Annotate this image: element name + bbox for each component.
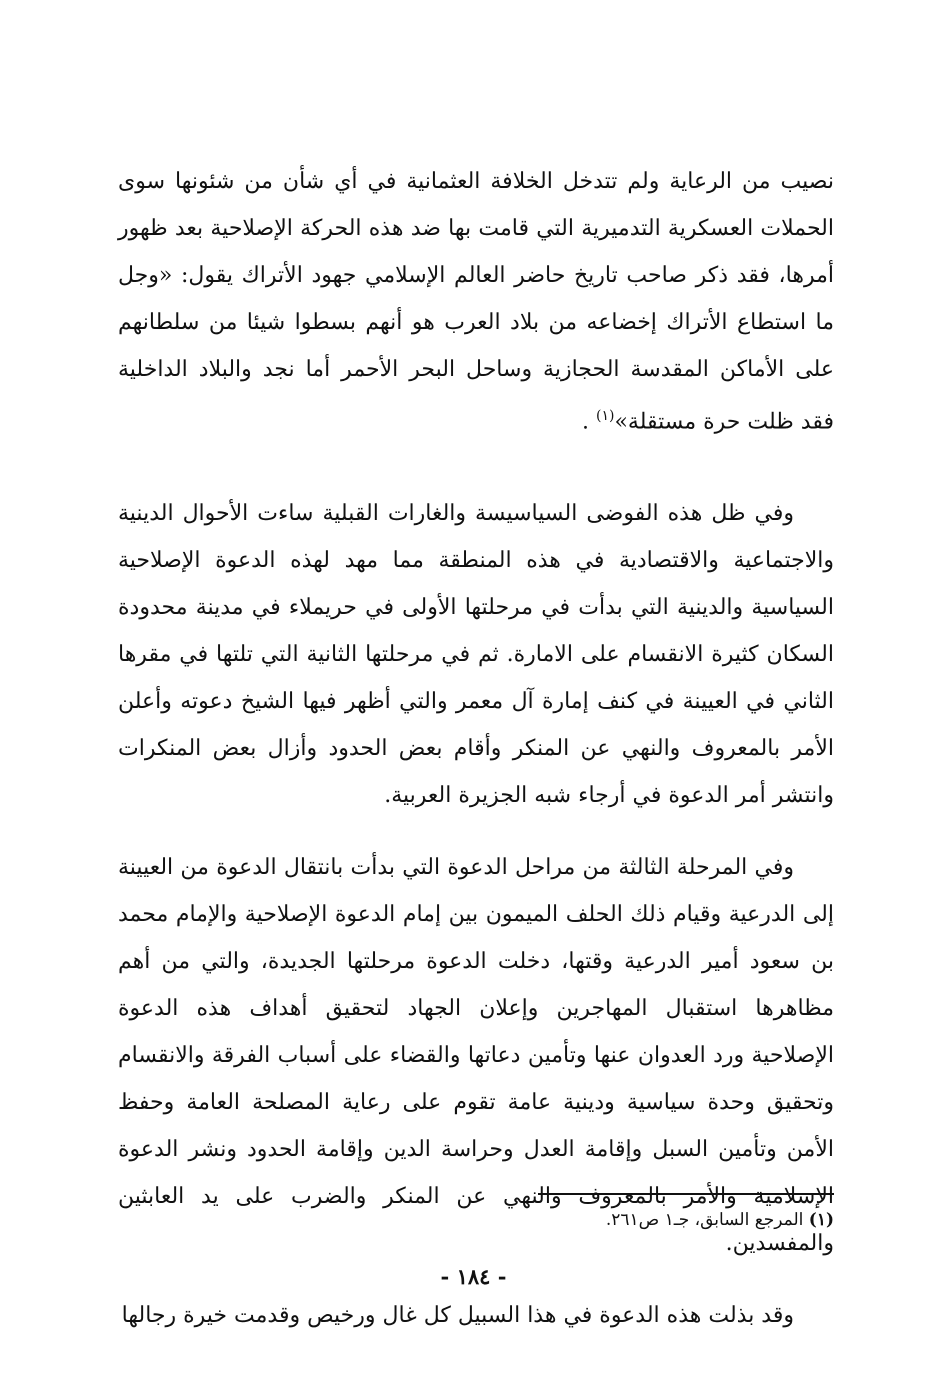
- paragraph-1-end: .: [581, 409, 589, 435]
- footnote-separator: [538, 1193, 834, 1195]
- footnote-text: المرجع السابق، جـ١ ص٢٦١.: [605, 1210, 804, 1230]
- footnote-marker: (١): [808, 1210, 834, 1230]
- paragraph-1-text: نصيب من الرعاية ولم تتدخل الخلافة العثمانية في أي شأن من شئونها سوى الحملات العسكرية التدميرية التي قامت بها ضد هذه الحركة الإصلاحية بعد ظهور أمرها، فقد ذكر صاحب تاريخ حاضر العالم الإسلامي جهود الأتراك يقول: «وجل ما استطاع الأتراك إخضاعه من بلاد العرب هو أنهم بسطوا شيئا من سلطانهم على الأماكن المقدسة الحجازية وساحل البحر الأحمر أما نجد والبلاد الداخلية فقد ظلت حرة مستقلة»: [118, 169, 834, 435]
- paragraph-2: وفي ظل هذه الفوضى السياسيسة والغارات القبلية ساءت الأحوال الدينية والاجتماعية والاقتصادية في هذه المنطقة مما مهد لهذه الدعوة الإصلاحية السياسية والدينية التي بدأت في مرحلتها الأولى في حريملاء في مدينة محدودة السكان كثيرة الانقسام على الامارة. ثم في مرحلتها الثانية التي تلتها في مقرها الثاني في العيينة في كنف إمارة آل معمر والتي أظهر فيها الشيخ دعوته وأعلن الأمر بالمعروف والنهي عن المنكر وأقام بعض الحدود وأزال بعض المنكرات وانتشر أمر الدعوة في أرجاء شبه الجزيرة العربية.: [118, 501, 834, 809]
- paragraph-4: وقد بذلت هذه الدعوة في هذا السبيل كل غال ورخيص وقدمت خيرة رجالها: [121, 1303, 794, 1329]
- footnote-reference: (١): [595, 408, 615, 424]
- paragraph-3: وفي المرحلة الثالثة من مراحل الدعوة التي بدأت بانتقال الدعوة من العيينة إلى الدرعية وقيام ذلك الحلف الميمون بين إمام الدعوة الإصلاحية والإمام محمد بن سعود أمير الدرعية وقتها، دخلت الدعوة مرحلتها الجديدة، والتي من أهم مظاهرها استقبال المهاجرين وإعلان الجهاد لتحقيق أهداف هذه الدعوة الإصلاحية ورد العدوان عنها وتأمين دعاتها والقضاء على أسباب الفرقة والانقسام وتحقيق وحدة سياسية ودينية عامة تقوم على رعاية المصلحة العامة وحفظ الأمن وتأمين السبل وإقامة العدل وحراسة الدين وإقامة الحدود ونشر الدعوة الإسلامية والأمر بالمعروف والنهي عن المنكر والضرب على يد العابثين والمفسدين.: [118, 855, 834, 1257]
- body-text: [118, 158, 834, 1339]
- footnote: [606, 1206, 834, 1234]
- paragraph-1: [118, 158, 834, 445]
- page-number: - ١٨٤ -: [440, 1264, 507, 1289]
